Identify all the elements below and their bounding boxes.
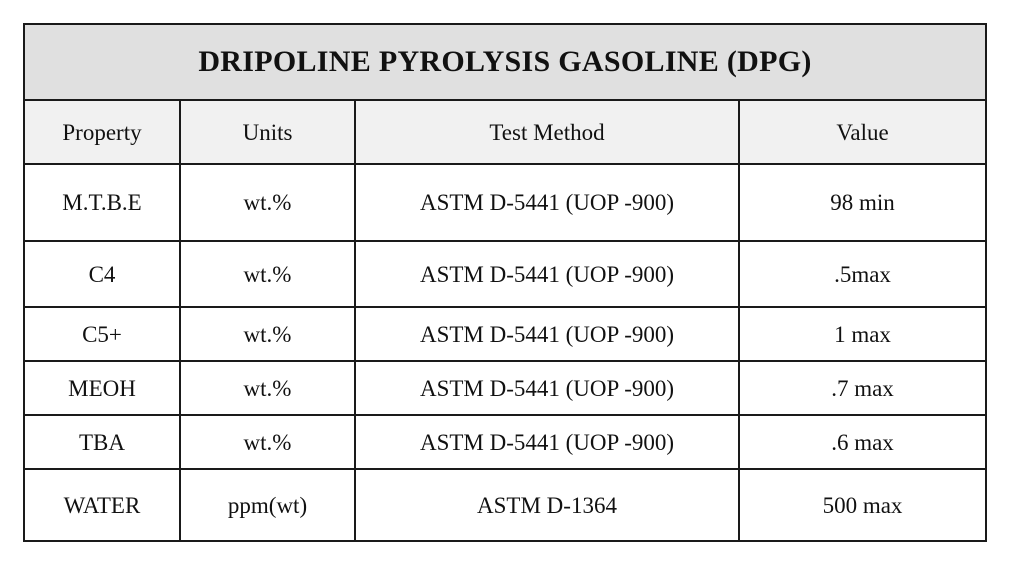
table-row: [24, 164, 986, 241]
cell-test-method: ASTM D-5441 (UOP -900): [355, 415, 739, 469]
header-test-method: Test Method: [355, 100, 739, 164]
spec-table: [23, 23, 987, 542]
header-property: Property: [24, 100, 180, 164]
cell-value: 500 max: [739, 469, 986, 541]
cell-value: .7 max: [739, 361, 986, 415]
cell-property: WATER: [24, 469, 180, 541]
cell-test-method: ASTM D-5441 (UOP -900): [355, 241, 739, 307]
cell-test-method: ASTM D-5441 (UOP -900): [355, 361, 739, 415]
cell-units: wt.%: [180, 307, 355, 361]
header-units: Units: [180, 100, 355, 164]
cell-units: wt.%: [180, 415, 355, 469]
cell-test-method: ASTM D-1364: [355, 469, 739, 541]
header-value: Value: [739, 100, 986, 164]
cell-property: TBA: [24, 415, 180, 469]
table-row: [24, 361, 986, 415]
cell-units: wt.%: [180, 241, 355, 307]
cell-value: .6 max: [739, 415, 986, 469]
table-row: [24, 241, 986, 307]
cell-units: wt.%: [180, 164, 355, 241]
cell-property: C4: [24, 241, 180, 307]
cell-test-method: ASTM D-5441 (UOP -900): [355, 164, 739, 241]
header-row: [24, 100, 986, 164]
cell-value: 1 max: [739, 307, 986, 361]
table-row: [24, 307, 986, 361]
cell-value: 98 min: [739, 164, 986, 241]
table-row: [24, 469, 986, 541]
cell-test-method: ASTM D-5441 (UOP -900): [355, 307, 739, 361]
cell-units: ppm(wt): [180, 469, 355, 541]
title-row: [24, 24, 986, 100]
cell-units: wt.%: [180, 361, 355, 415]
table-title: DRIPOLINE PYROLYSIS GASOLINE (DPG): [24, 24, 986, 100]
cell-property: MEOH: [24, 361, 180, 415]
table-row: [24, 415, 986, 469]
cell-value: .5max: [739, 241, 986, 307]
cell-property: C5+: [24, 307, 180, 361]
cell-property: M.T.B.E: [24, 164, 180, 241]
